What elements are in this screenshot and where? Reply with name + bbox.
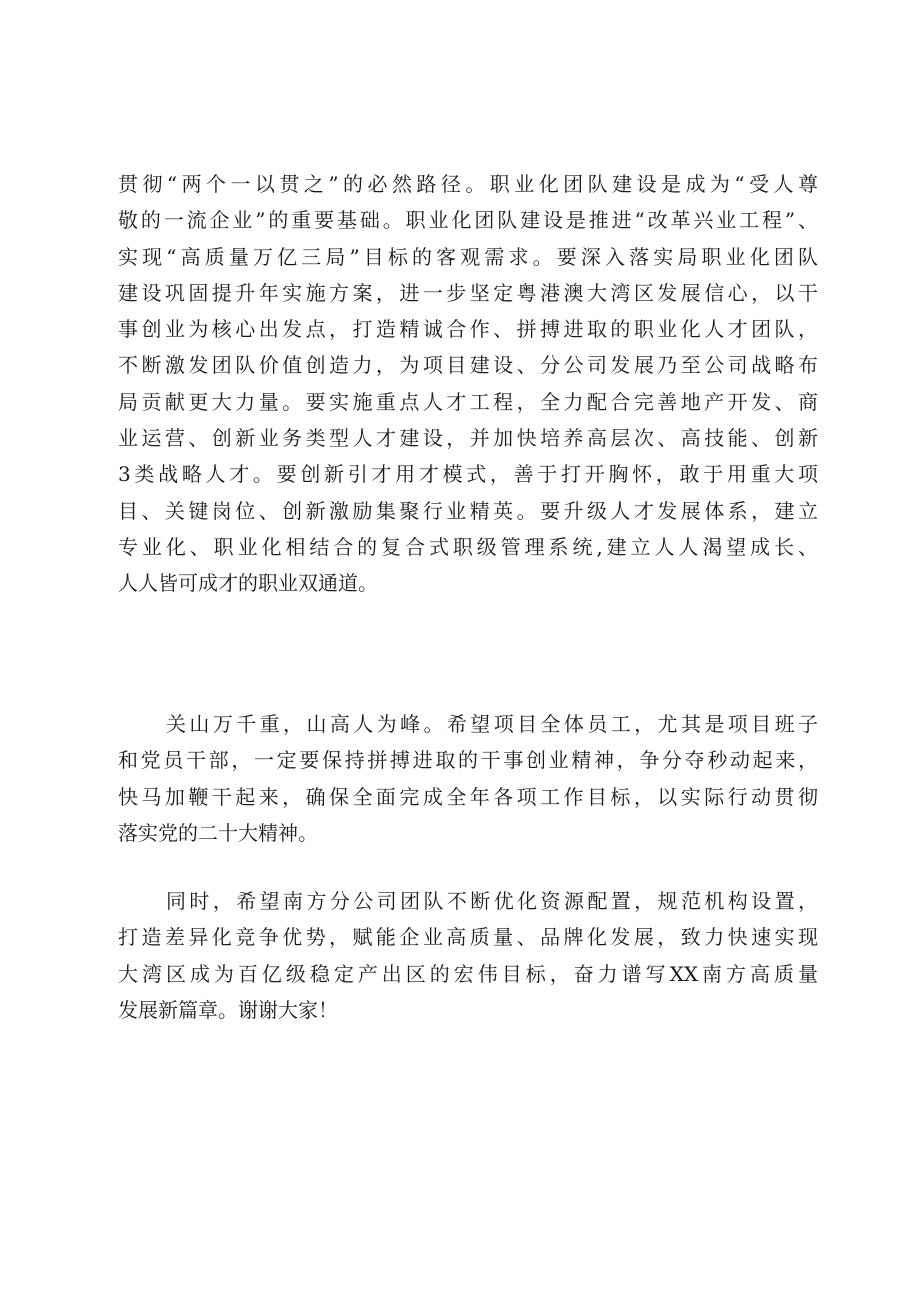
paragraph-line: 同时，希望南方分公司团队不断优化资源配置，规范机构设置， (166, 889, 818, 913)
paragraph-line: 目、关键岗位、创新激励集聚行业精英。要升级人才发展体系，建立 (118, 498, 818, 523)
paragraph-line: 落实党的二十大精神。 (118, 820, 318, 845)
paragraph-line: 业运营、创新业务类型人才建设，并加快培养高层次、高技能、创新 (118, 426, 818, 451)
paragraph-line: 局贡献更大力量。要实施重点人才工程，全力配合完善地产开发、商 (118, 389, 818, 414)
paragraph-line: 发展新篇章。谢谢大家！ (118, 997, 338, 1022)
paragraph-line: 敬的一流企业”的重要基础。职业化团队建设是推进“改革兴业工程”、 (118, 208, 818, 233)
paragraph-mountains (118, 706, 818, 851)
paragraph-line: 大湾区成为百亿级稳定产出区的宏伟目标，奋力谱写XX南方高质量 (118, 961, 818, 986)
paragraph-line: 关山万千重，山高人为峰。希望项目全体员工，尤其是项目班子 (166, 712, 818, 736)
paragraph-talent-building (118, 166, 818, 602)
paragraph-closing (118, 883, 818, 1028)
paragraph-line: 快马加鞭干起来，确保全面完成全年各项工作目标，以实际行动贯彻 (118, 784, 818, 809)
paragraph-line: 不断激发团队价值创造力，为项目建设、分公司发展乃至公司战略布 (118, 353, 818, 378)
paragraph-line: 人人皆可成才的职业双通道。 (118, 571, 378, 596)
paragraph-line: 打造差异化竞争优势，赋能企业高质量、品牌化发展，致力快速实现 (118, 925, 818, 950)
paragraph-line: 专业化、职业化相结合的复合式职级管理系统,建立人人渴望成长、 (118, 534, 818, 559)
paragraph-line: 贯彻“两个一以贯之”的必然路径。职业化团队建设是成为“受人尊 (118, 172, 818, 196)
paragraph-line: 建设巩固提升年实施方案，进一步坚定粤港澳大湾区发展信心，以干 (118, 280, 818, 305)
paragraph-line: 3类战略人才。要创新引才用才模式，善于打开胸怀，敢于用重大项 (118, 462, 818, 487)
paragraph-line: 实现“高质量万亿三局”目标的客观需求。要深入落实局职业化团队 (118, 244, 818, 269)
paragraph-line: 事创业为核心出发点，打造精诚合作、拼搏进取的职业化人才团队， (118, 317, 818, 342)
paragraph-line: 和党员干部，一定要保持拼搏进取的干事创业精神，争分夺秒动起来， (118, 748, 818, 773)
